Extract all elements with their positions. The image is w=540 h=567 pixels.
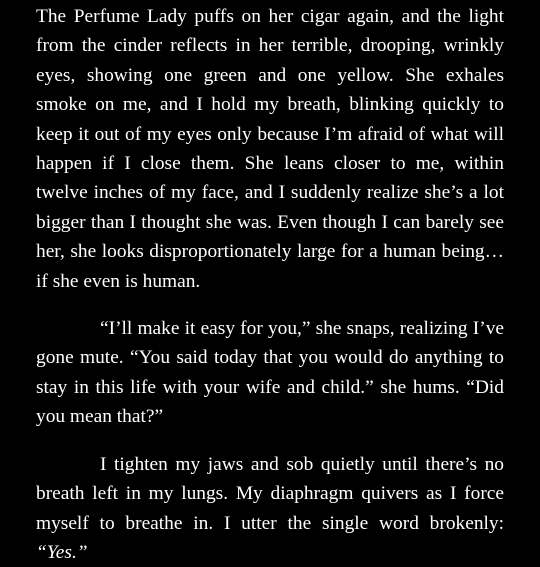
- paragraph-3: [36, 450, 504, 567]
- paragraph-2: “I’ll make it easy for you,” she snaps, realizing I’ve gone mute. “You said today that you would do anything to stay in this life with your wife and child.” she hums. “Did you mean that?”: [36, 318, 504, 428]
- paragraph-3-emphasis: “Yes.”: [36, 541, 88, 563]
- document-page: [36, 2, 504, 567]
- paragraph-3-text: I tighten my jaws and sob quietly until there’s no breath left in my lungs. My diaphragm quivers as I force myself to breathe in. I utter the single word brokenly:: [36, 453, 504, 534]
- paragraph-1: The Perfume Lady puffs on her cigar again, and the light from the cinder reflects in her terrible, drooping, wrinkly eyes, showing one green and one yellow. She exhales smoke on me, and I hold my breath, blinking quickly to keep it out of my eyes only because I’m afraid of what will happen if I close them. She leans closer to me, within twelve inches of my face, and I suddenly realize she’s a lot bigger than I thought she was. Even though I can barely see her, she looks disproportionately large for a human being… if she even is human.: [36, 6, 504, 292]
